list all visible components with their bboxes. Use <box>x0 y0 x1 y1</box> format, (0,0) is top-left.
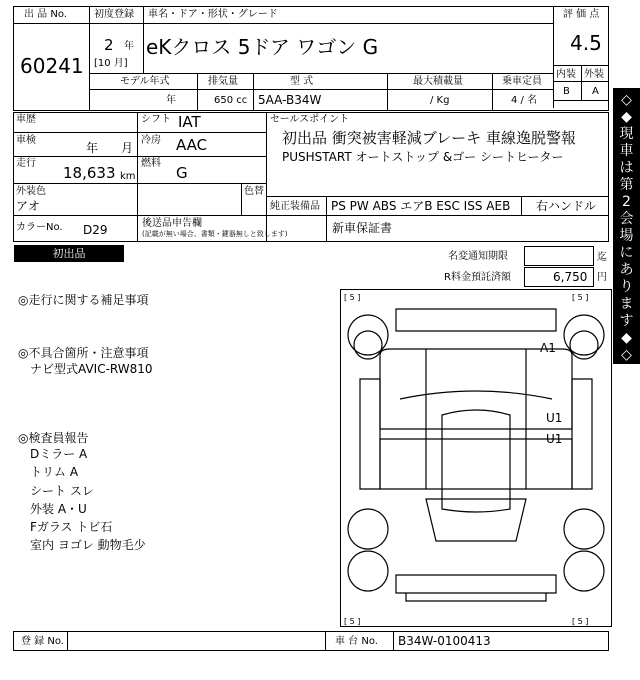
damage-mark-u1: U1 <box>546 411 563 425</box>
running-notes-title: ◎走行に関する補足事項 <box>18 293 149 307</box>
interior-label: 内装 <box>556 69 576 80</box>
first-reg-month: [10 月] <box>94 58 128 69</box>
banner-char: ◆ <box>621 109 632 125</box>
banner-char: 会 <box>619 211 634 227</box>
first-reg-year-unit: 年 <box>124 41 134 52</box>
inspection-year-unit: 年 <box>86 141 99 155</box>
banner-char: ◇ <box>621 92 632 108</box>
drive-side: 右ハンドル <box>536 199 597 213</box>
banner-char: に <box>619 245 634 261</box>
chassis-no-label: 車 台 No. <box>335 636 378 647</box>
damage-mark-u1: U1 <box>546 432 563 446</box>
max-load-value: / Kg <box>430 95 450 106</box>
recycle-label: R料金預託済額 <box>444 272 511 283</box>
banner-char: ◇ <box>621 347 632 363</box>
mileage-value: 18,633 <box>63 164 116 182</box>
inspection-label: 車検 <box>16 135 36 146</box>
banner-char: 車 <box>619 143 634 159</box>
inspector-report-title: ◎検査員報告 <box>18 431 89 445</box>
model-name: eKクロス 5ドア ワゴン G <box>146 35 379 59</box>
color-change-label: 色替 <box>244 186 264 197</box>
capacity-header: 乗車定員 <box>502 76 542 87</box>
chassis-no-value: B34W-0100413 <box>398 634 491 648</box>
post-docs-label: 後送品申告欄 <box>142 218 202 229</box>
banner-char: ま <box>619 296 634 312</box>
banner-char: は <box>619 160 634 176</box>
damage-mark-a1: A1 <box>540 341 556 355</box>
sales-points-line2: PUSHSTART オートストップ &ゴー シートヒーター <box>282 150 564 164</box>
first-reg-label: 初度登録 <box>94 9 134 20</box>
ac-value: AAC <box>176 136 208 154</box>
capacity-value: 4 / 名 <box>511 95 538 106</box>
banner-char: 場 <box>619 228 634 244</box>
color-no-value: D29 <box>83 223 108 237</box>
inspector-line: 外装 A・U <box>30 502 87 516</box>
name-change-box <box>524 246 594 266</box>
fuel-value: G <box>176 164 188 182</box>
rating-score: 4.5 <box>570 31 602 55</box>
shift-label: シフト <box>141 114 171 125</box>
banner-char: す <box>619 313 634 329</box>
name-change-label: 名変通知期限 <box>448 251 508 262</box>
name-change-unit: 迄 <box>597 252 607 263</box>
history-label: 車歴 <box>16 114 36 125</box>
tire-fr: [ 5 ] <box>572 293 589 302</box>
exterior-label: 外装 <box>584 69 604 80</box>
inspection-month-unit: 月 <box>121 141 134 155</box>
model-name-label: 車名・ドア・形状・グレード <box>148 9 278 20</box>
inspector-line: シート スレ <box>30 484 94 498</box>
defect-line: ナビ型式AVIC-RW810 <box>30 362 153 376</box>
exterior-color-label: 外装色 <box>16 186 46 197</box>
model-code-header: 型 式 <box>290 76 314 87</box>
sales-points-label: セールスポイント <box>270 114 350 125</box>
car-body-diagram <box>340 289 612 627</box>
sales-points-line1: 初出品 衝突被害軽減ブレーキ 車線逸脱警報 <box>282 129 576 147</box>
first-listing-tag: 初出品 <box>14 245 124 262</box>
location-banner <box>613 88 640 364</box>
equipment-value: PS PW ABS エアB ESC ISS AEB <box>331 199 511 213</box>
tire-rl: [ 5 ] <box>344 617 361 626</box>
mileage-label: 走行 <box>16 158 36 169</box>
first-reg-year: 2 <box>104 36 114 54</box>
exterior-score: A <box>592 86 599 97</box>
interior-score: B <box>563 86 570 97</box>
inspector-line: トリム A <box>30 465 79 479</box>
mileage-unit: km <box>120 171 136 182</box>
model-year-unit: 年 <box>166 95 176 106</box>
banner-char: 2 <box>622 194 631 210</box>
banner-char: 現 <box>619 126 634 142</box>
banner-char: あ <box>619 262 634 278</box>
banner-char: り <box>619 279 634 295</box>
ac-label: 冷房 <box>141 135 161 146</box>
fuel-label: 燃料 <box>141 158 161 169</box>
lot-label: 出 品 No. <box>24 9 67 20</box>
shift-value: IAT <box>178 113 201 131</box>
post-docs-value: 新車保証書 <box>332 221 393 235</box>
inspector-line: Fガラス トビ石 <box>30 520 113 534</box>
exterior-color-value: アオ <box>16 199 40 213</box>
model-code-value: 5AA-B34W <box>258 93 322 107</box>
displacement-header: 排気量 <box>208 76 238 87</box>
defect-notes-title: ◎不具合箇所・注意事項 <box>18 346 149 360</box>
recycle-value: 6,750 <box>553 270 588 284</box>
inspector-line: 室内 ヨゴレ 動物毛少 <box>30 538 146 552</box>
lot-number: 60241 <box>20 54 84 78</box>
displacement-value: 650 cc <box>214 95 248 106</box>
banner-char: ◆ <box>621 330 632 346</box>
footer-block <box>13 631 609 651</box>
recycle-unit: 円 <box>597 272 607 283</box>
tire-rr: [ 5 ] <box>572 617 589 626</box>
reg-no-label: 登 録 No. <box>21 636 64 647</box>
rating-label: 評 価 点 <box>563 9 600 20</box>
post-docs-note: (記載が無い場合、書類・鍵器無しと致します) <box>142 230 288 238</box>
equipment-label: 純正装備品 <box>270 201 320 212</box>
tire-fl: [ 5 ] <box>344 293 361 302</box>
inspector-line: Dミラー A <box>30 447 88 461</box>
max-load-header: 最大積載量 <box>413 76 463 87</box>
model-year-header: モデル年式 <box>120 76 170 87</box>
color-no-label: カラーNo. <box>16 222 63 233</box>
banner-char: 第 <box>619 177 634 193</box>
